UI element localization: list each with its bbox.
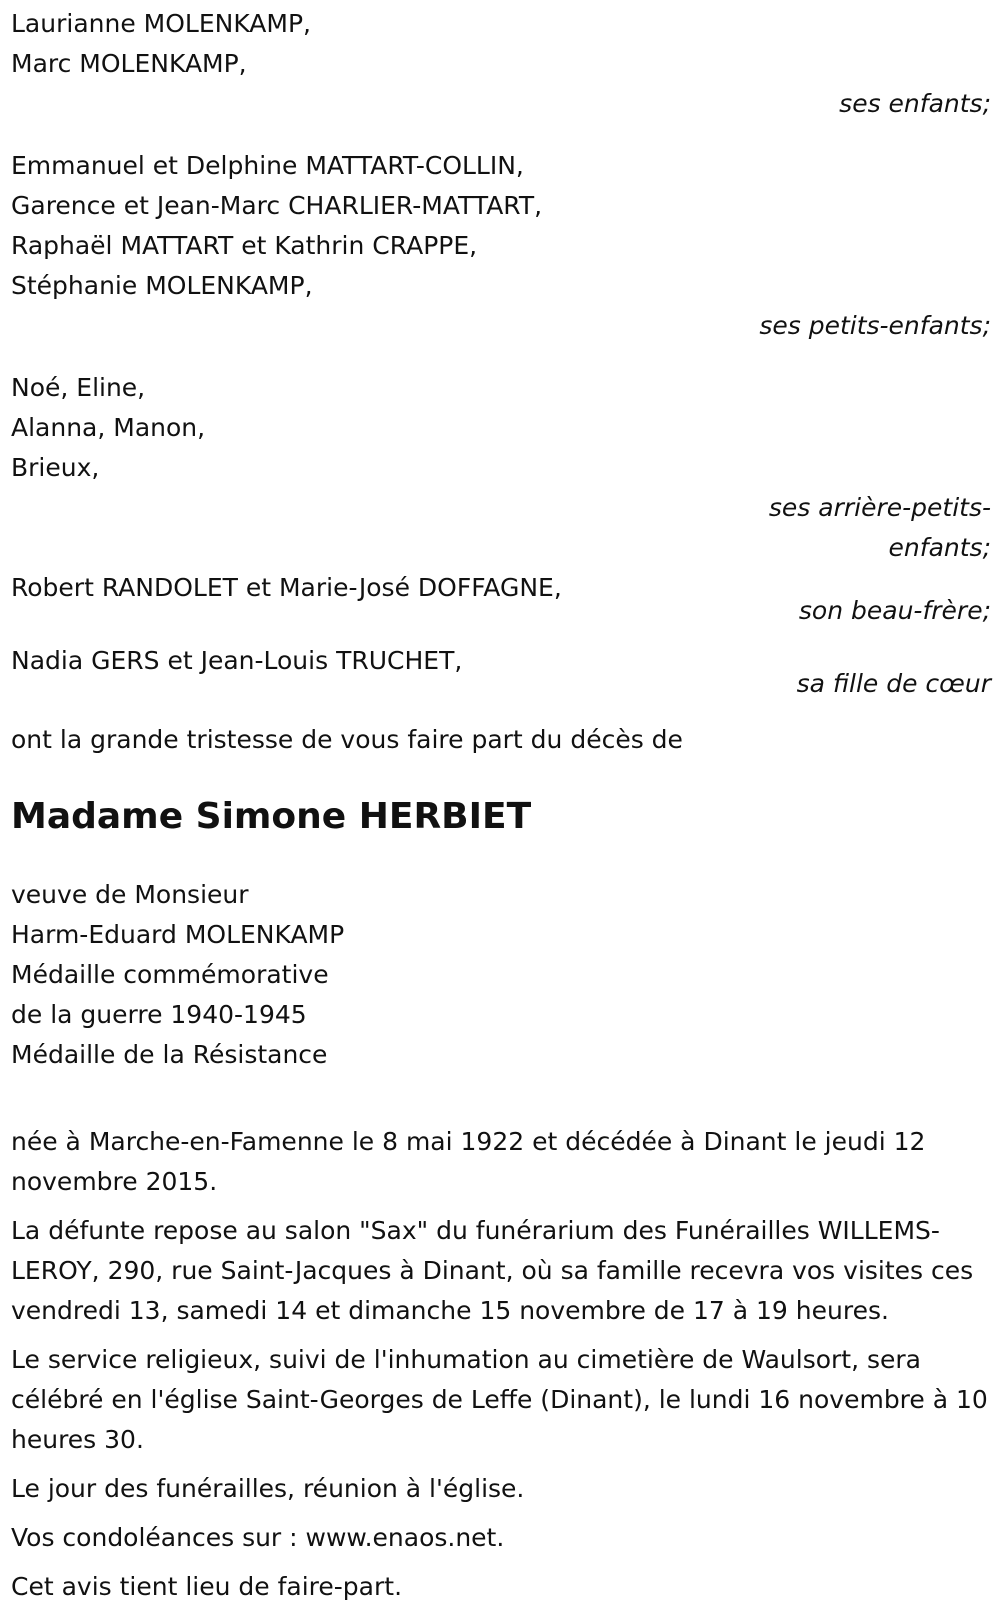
- family-name-line: Robert RANDOLET et Marie-José DOFFAGNE,: [11, 573, 562, 602]
- family-name-line: Marc MOLENKAMP,: [11, 49, 247, 78]
- family-name-line: Emmanuel et Delphine MATTART-COLLIN,: [11, 151, 524, 180]
- service-paragraph: Le service religieux, suivi de l'inhumation au cimetière de Waulsort, sera célébré en l'église Saint-Georges de Leffe (Dinant), le lundi 16 novembre à 10 heures 30.: [11, 1345, 988, 1454]
- detail-line: de la guerre 1940-1945: [11, 1000, 307, 1029]
- family-name-line: Laurianne MOLENKAMP,: [11, 9, 311, 38]
- family-name-line: Alanna, Manon,: [11, 413, 206, 442]
- relation-label: ses enfants;: [839, 89, 991, 118]
- relation-label: enfants;: [888, 533, 991, 562]
- family-name-line: Brieux,: [11, 453, 100, 482]
- great-grandchildren-group: [11, 368, 991, 568]
- family-name-line: Nadia GERS et Jean-Louis TRUCHET,: [11, 646, 463, 675]
- birth-death-paragraph: née à Marche-en-Famenne le 8 mai 1922 et décédée à Dinant le jeudi 12 novembre 2015.: [11, 1127, 926, 1196]
- obituary-notice: [11, 4, 991, 1607]
- heart-daughter-group: [11, 641, 991, 704]
- family-name-line: Raphaël MATTART et Kathrin CRAPPE,: [11, 231, 478, 260]
- grandchildren-group: [11, 146, 991, 346]
- condolences-paragraph: Vos condoléances sur : www.enaos.net.: [11, 1523, 505, 1552]
- announcement-text: ont la grande tristesse de vous faire part du décès de: [11, 725, 683, 754]
- closing-paragraph: Cet avis tient lieu de faire-part.: [11, 1572, 403, 1601]
- relation-label: ses petits-enfants;: [759, 311, 991, 340]
- family-name-line: Noé, Eline,: [11, 373, 146, 402]
- family-name-line: Stéphanie MOLENKAMP,: [11, 271, 313, 300]
- detail-line: Médaille commémorative: [11, 960, 329, 989]
- relation-label: ses arrière-petits-: [768, 493, 991, 522]
- relation-label: sa fille de cœur: [796, 669, 991, 698]
- children-group: [11, 4, 991, 124]
- deceased-details: [11, 875, 991, 1075]
- brother-in-law-group: [11, 568, 991, 631]
- detail-line: Médaille de la Résistance: [11, 1040, 328, 1069]
- detail-line: veuve de Monsieur: [11, 880, 249, 909]
- gathering-paragraph: Le jour des funérailles, réunion à l'église.: [11, 1474, 525, 1503]
- funeral-information: [11, 1122, 991, 1607]
- relation-label: son beau-frère;: [798, 596, 991, 625]
- deceased-name: Madame Simone HERBIET: [11, 796, 532, 837]
- visitation-paragraph: La défunte repose au salon "Sax" du funérarium des Funérailles WILLEMS-LEROY, 290, rue Saint-Jacques à Dinant, où sa famille recevra vos visites ces vendredi 13, samedi 14 et dimanche 15 novembre de 17 à 19 heures.: [11, 1216, 974, 1325]
- family-name-line: Garence et Jean-Marc CHARLIER-MATTART,: [11, 191, 543, 220]
- detail-line: Harm-Eduard MOLENKAMP: [11, 920, 345, 949]
